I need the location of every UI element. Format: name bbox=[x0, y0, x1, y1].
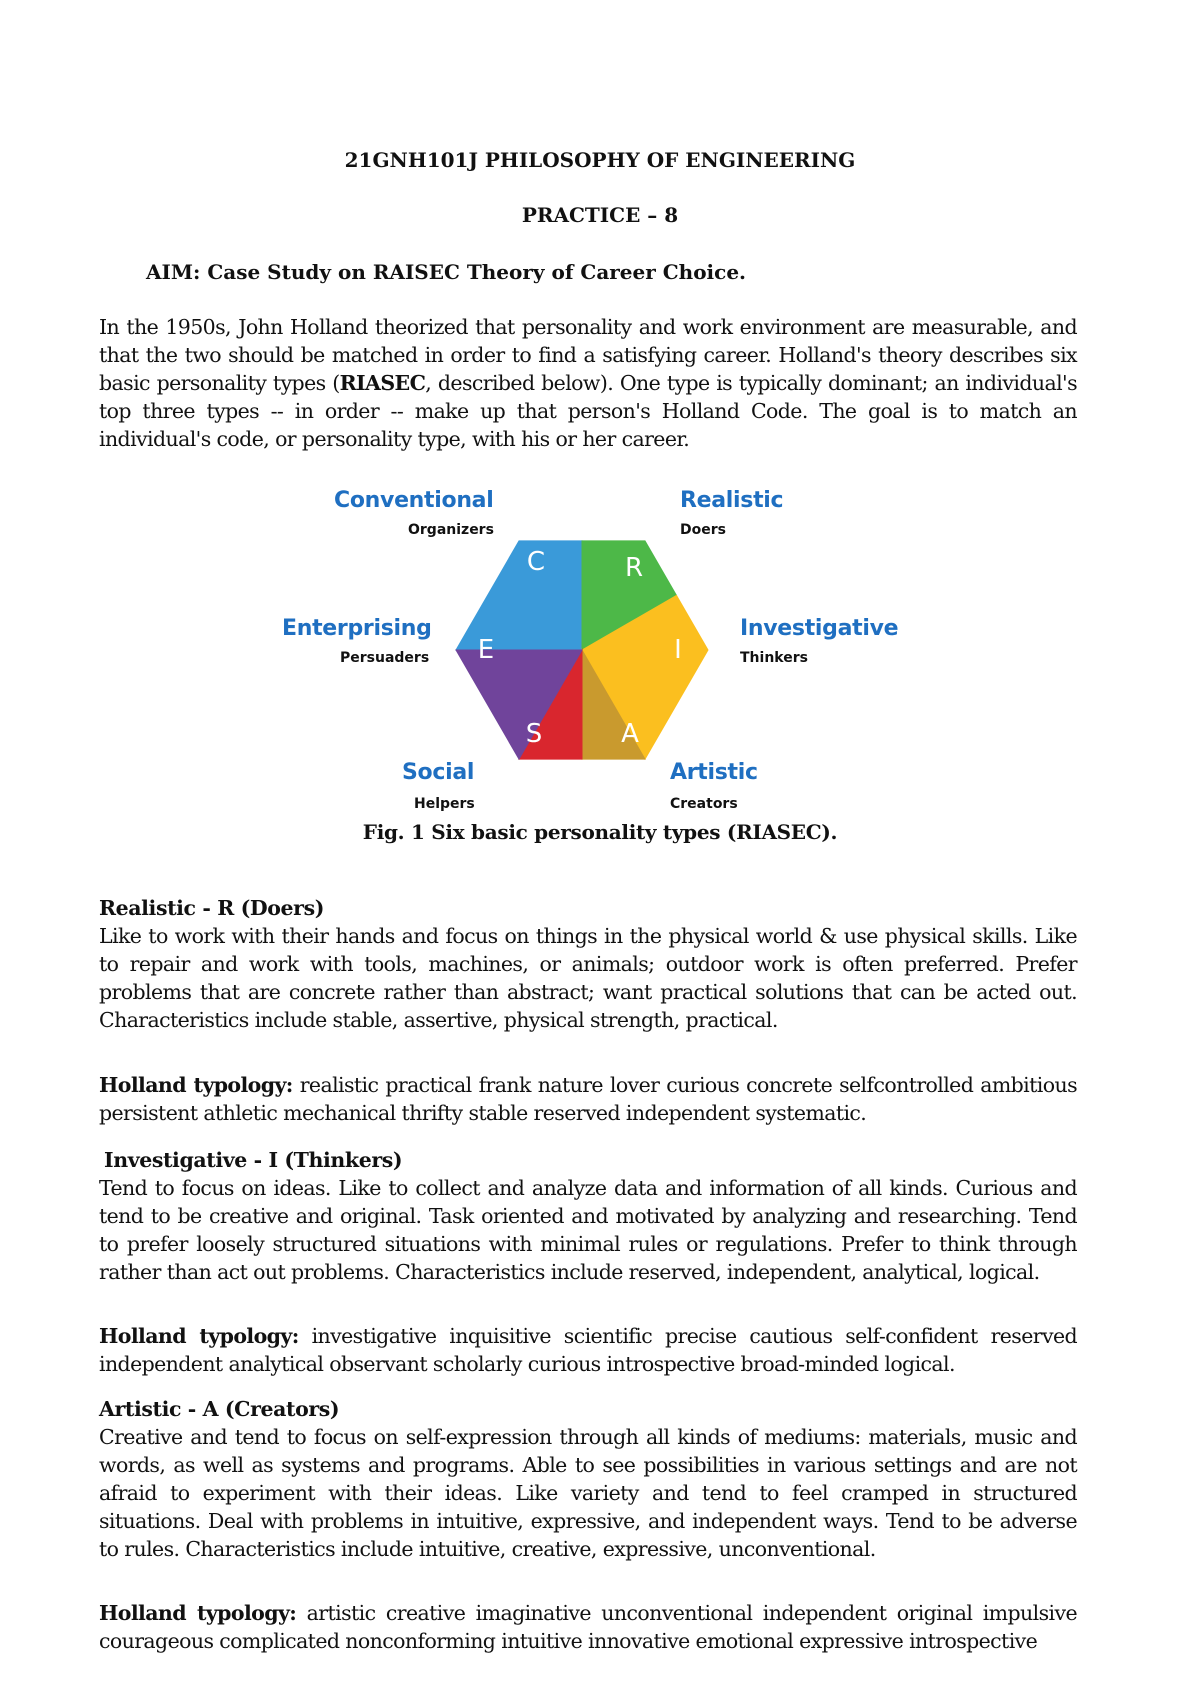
label-artistic: Artistic bbox=[670, 760, 758, 785]
typology-label: Holland typology: bbox=[99, 1601, 297, 1625]
intro-raisec: RIASEC bbox=[339, 371, 426, 395]
label-enterprising: Enterprising bbox=[282, 616, 432, 641]
role-social: Helpers bbox=[414, 796, 475, 812]
intro-text-1: In the 1950s, John Holland theorized that personality and work environment are measurable, and that the two should be matched in order to find a satisfying career. Holland's theory describes six basic personality types ( bbox=[99, 315, 1077, 395]
role-realistic: Doers bbox=[680, 522, 726, 538]
typology-realistic bbox=[99, 1071, 1077, 1127]
role-artistic: Creators bbox=[670, 796, 738, 812]
body-artistic: Creative and tend to focus on self-expression through all kinds of mediums: materials, music and words, as well as systems and programs. Able to see possibilities in various settings and are not afraid to experiment with their ideas. Like variety and tend to feel cramped in structured situations. Deal with problems in intuitive, expressive, and independent ways. Tend to be adverse to rules. Characteristics include intuitive, creative, expressive, unconventional. bbox=[99, 1425, 1077, 1561]
course-title: 21GNH101J PHILOSOPHY OF ENGINEERING bbox=[344, 148, 856, 172]
typology-text: artistic creative imaginative unconventional independent original impulsive courageous complicated nonconforming intuitive innovative emotional expressive introspective bbox=[99, 1601, 1077, 1653]
letter-r: R bbox=[624, 553, 644, 583]
typology-text: investigative inquisitive scientific precise cautious self-confident reserved independent analytical observant scholarly curious introspective broad-minded logical. bbox=[99, 1324, 1077, 1376]
aim-statement: AIM: Case Study on RAISEC Theory of Career Choice. bbox=[146, 260, 747, 284]
heading-investigative: Investigative - I (Thinkers) bbox=[104, 1148, 403, 1172]
figure-caption: Fig. 1 Six basic personality types (RIASEC). bbox=[362, 820, 838, 844]
typology-artistic bbox=[99, 1599, 1077, 1655]
label-social: Social bbox=[402, 760, 475, 785]
typology-label: Holland typology: bbox=[99, 1073, 293, 1097]
body-investigative: Tend to focus on ideas. Like to collect and analyze data and information of all kinds. Curious and tend to be creative and original. Task oriented and motivated by analyzing and researching. Tend to prefer loosely structured situations with minimal rules or regulations. Prefer to think through rather than act out problems. Characteristics include reserved, independent, analytical, logical. bbox=[99, 1176, 1077, 1284]
letter-e: E bbox=[477, 635, 495, 665]
role-enterprising: Persuaders bbox=[340, 650, 430, 666]
heading-realistic: Realistic - R (Doers) bbox=[99, 896, 325, 920]
typology-investigative bbox=[99, 1322, 1077, 1378]
intro-paragraph bbox=[99, 313, 1077, 453]
riasec-figure bbox=[270, 478, 930, 818]
slice-conventional bbox=[456, 541, 582, 650]
intro-text-2: , described below). One type is typically dominant; an individual's top three types -- in order -- make up that person's Holland Code. The goal is to match an individual's code, or personality type, with his or her career. bbox=[99, 371, 1077, 451]
typology-label: Holland typology: bbox=[99, 1324, 299, 1348]
role-investigative: Thinkers bbox=[740, 650, 808, 666]
heading-artistic: Artistic - A (Creators) bbox=[99, 1397, 340, 1421]
practice-title: PRACTICE – 8 bbox=[521, 203, 679, 227]
letter-c: C bbox=[526, 547, 546, 577]
role-conventional: Organizers bbox=[408, 522, 494, 538]
body-realistic: Like to work with their hands and focus on things in the physical world & use physical skills. Like to repair and work with tools, machines, or animals; outdoor work is often preferred. Prefer problems that are concrete rather than abstract; want practical solutions that can be acted out. Characteristics include stable, assertive, physical strength, practical. bbox=[99, 924, 1077, 1032]
typology-text: realistic practical frank nature lover curious concrete selfcontrolled ambitious persistent athletic mechanical thrifty stable reserved independent systematic. bbox=[99, 1073, 1077, 1125]
label-conventional: Conventional bbox=[334, 488, 494, 513]
riasec-hexagon bbox=[270, 478, 930, 818]
label-investigative: Investigative bbox=[740, 616, 899, 641]
letter-i: I bbox=[674, 635, 682, 665]
label-realistic: Realistic bbox=[680, 488, 784, 513]
letter-a: A bbox=[621, 719, 639, 749]
letter-s: S bbox=[525, 719, 543, 749]
